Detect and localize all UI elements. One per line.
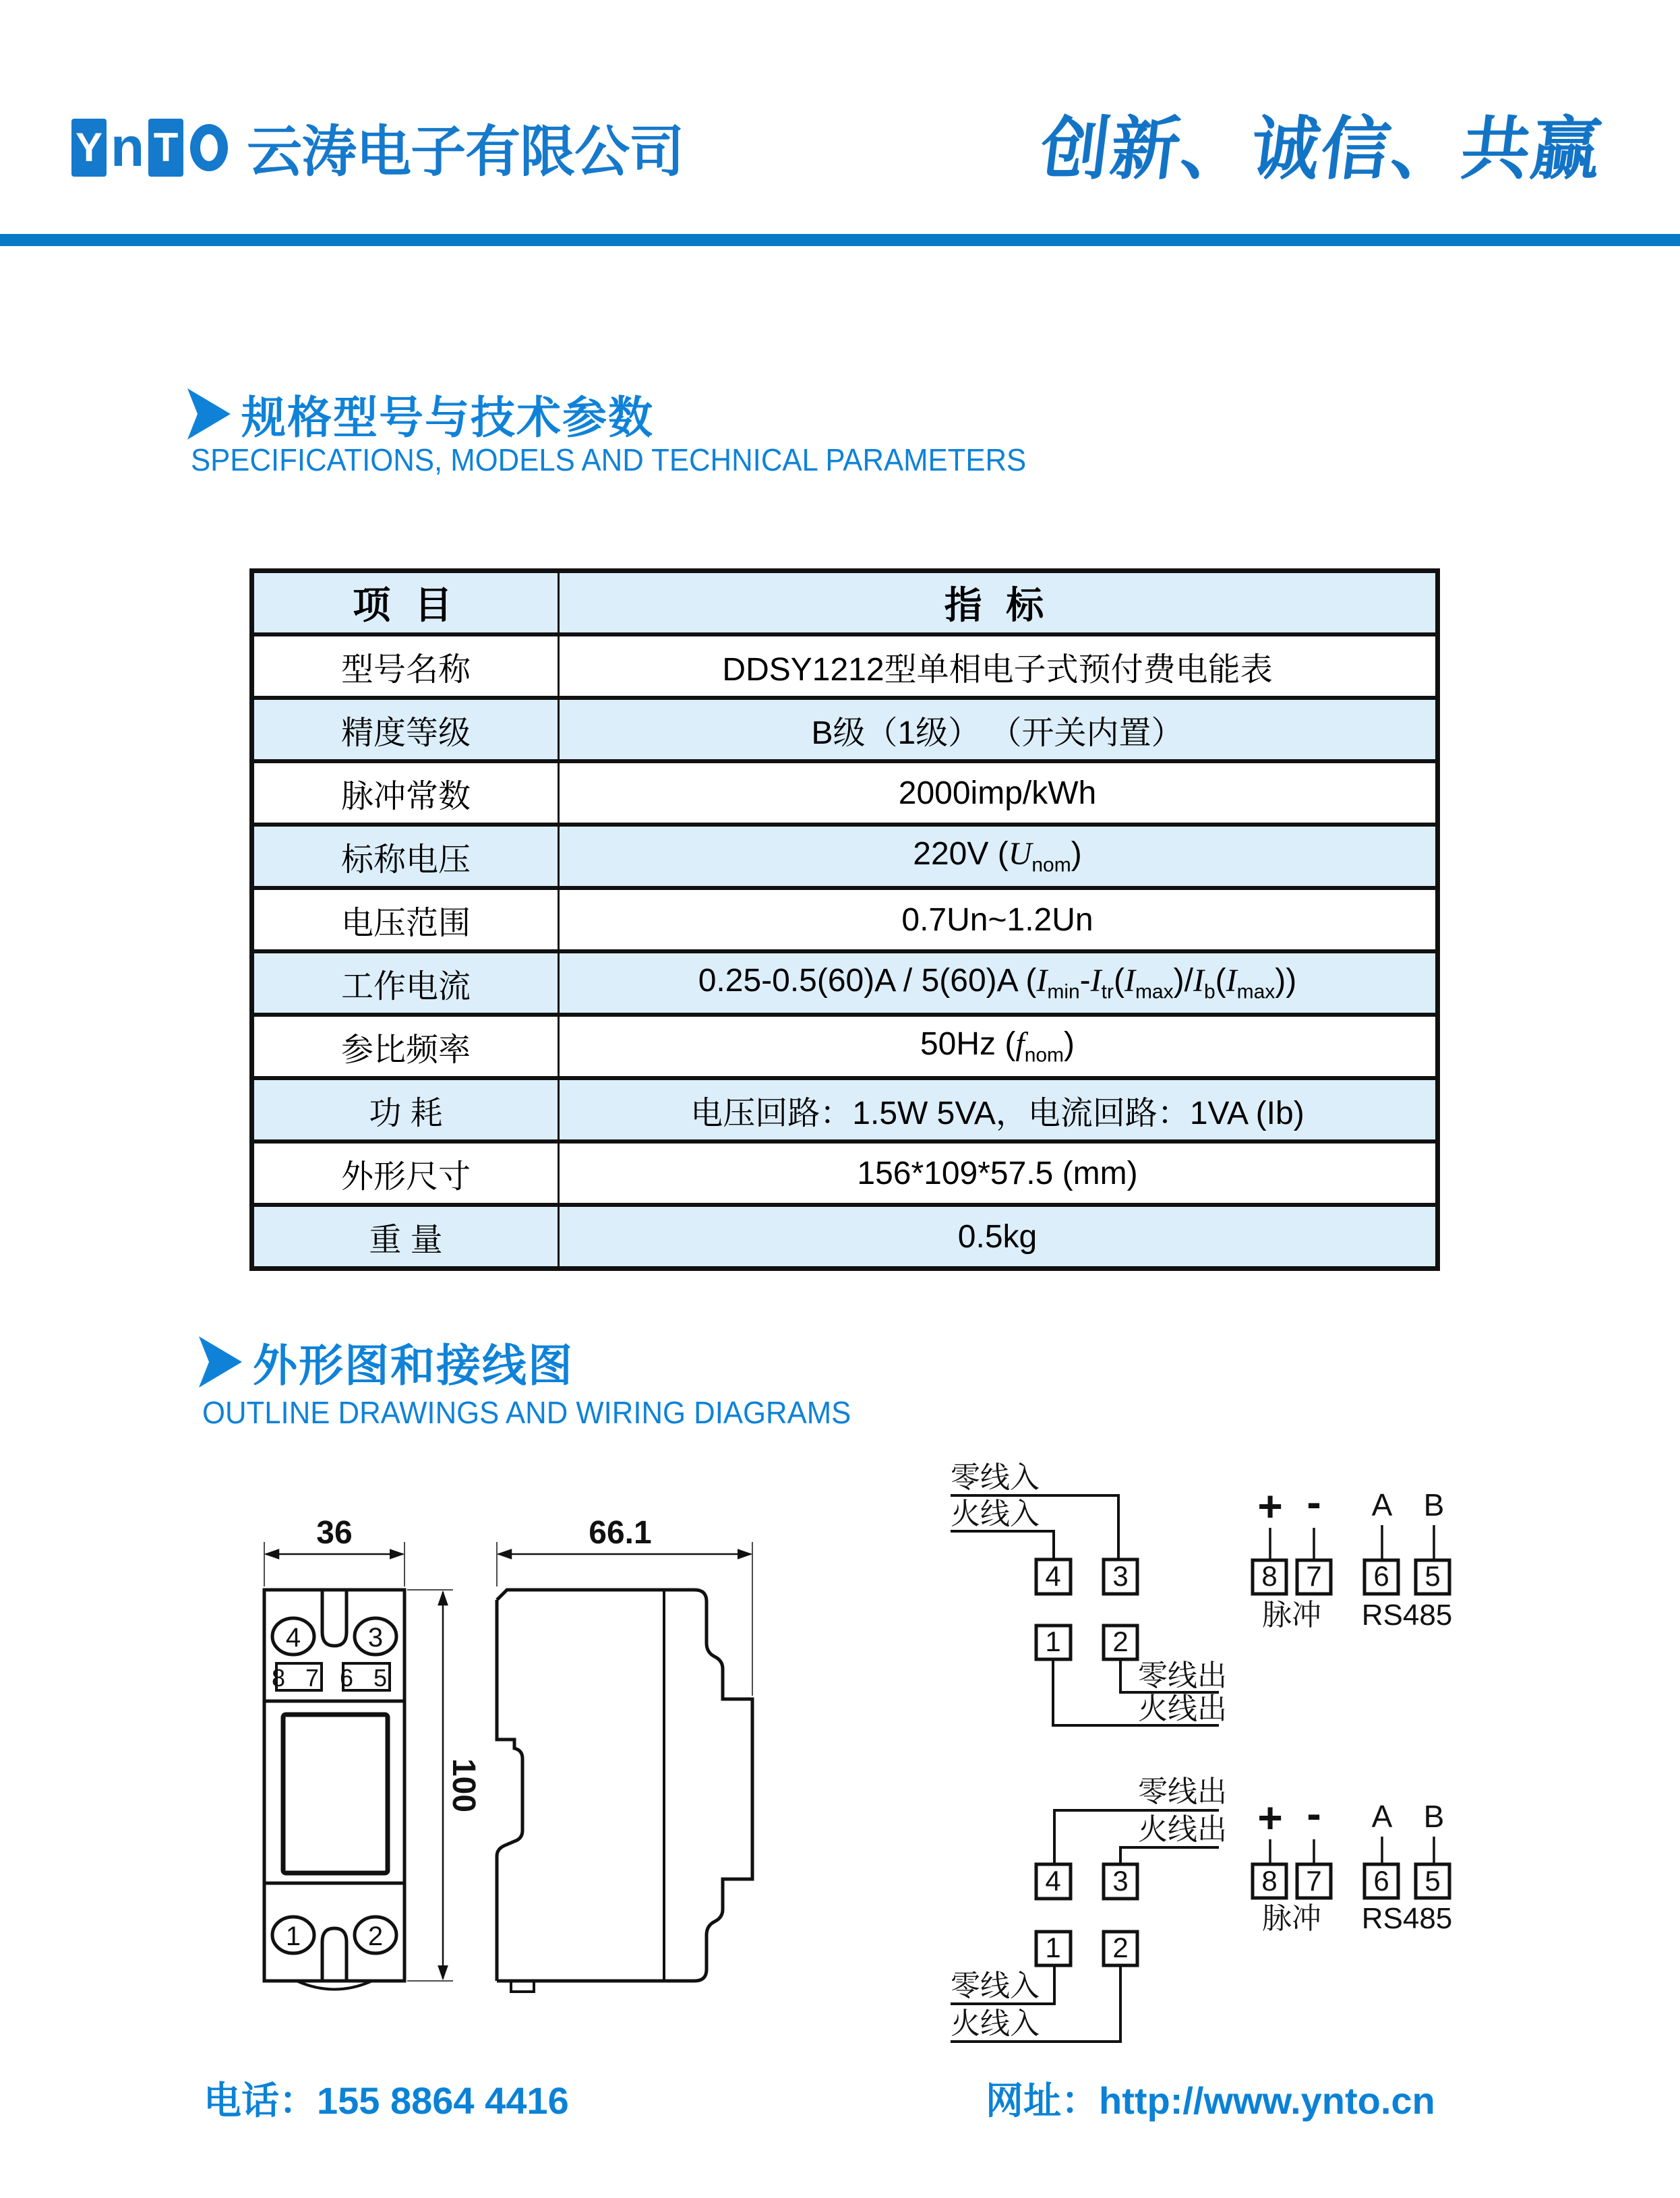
table-row [252,951,1438,1015]
section-drawings-header [199,1330,574,1394]
header-divider-line [0,234,1680,246]
label-live-in: 火线入 [951,1497,1040,1531]
terminal-label-3: 3 [367,1623,384,1653]
terminal-number: 5 [1424,1560,1441,1592]
label-rs485: RS485 [1361,1902,1453,1935]
label-live-out: 火线出 [1138,1813,1227,1846]
label-pulse: 脉冲 [1262,1599,1321,1632]
side-view-din-edge [497,1600,522,1981]
terminal-number: 5 [1424,1865,1441,1897]
logo-letter-y: Y [71,119,107,177]
dim-front-height: 100 [446,1758,481,1813]
company-logo [71,108,684,187]
table-row [252,888,1438,951]
row-item-label: 功 耗 [252,1078,559,1141]
terminal-label-4: 4 [285,1623,301,1653]
label-pulse-plus: + [1257,1482,1283,1531]
label-rs485-b: B [1423,1487,1445,1522]
label-neutral-out: 零线出 [1138,1659,1227,1692]
arrow-icon [187,388,231,440]
label-live-out: 火线出 [1138,1692,1227,1725]
terminal-number: 8 [1261,1865,1278,1897]
section-drawings-title-en: OUTLINE DRAWINGS AND WIRING DIAGRAMS [202,1395,851,1430]
row-item-value: 50Hz $(f_{nom})$ [559,1015,1438,1078]
label-neutral-in: 零线入 [951,1969,1040,2002]
label-pulse: 脉冲 [1262,1902,1321,1935]
section-drawings-title-zh: 外形图和接线图 [253,1340,574,1390]
terminal-label-65: 6 5 [339,1664,394,1692]
terminal-number: 2 [1112,1932,1129,1963]
terminal-number: 1 [1045,1932,1061,1963]
outline-drawing [216,1500,822,2046]
label-rs485: RS485 [1361,1599,1453,1632]
row-item-label: 脉冲常数 [252,761,559,825]
terminal-number: 6 [1373,1560,1389,1592]
row-item-label: 工作电流 [252,951,559,1015]
table-row [252,761,1438,825]
row-item-value: DDSY1212型单相电子式预付费电能表 [559,634,1438,698]
company-slogan: 创新、诚信、共赢 [1036,109,1607,189]
label-rs485-a: A [1371,1799,1393,1834]
row-item-label: 外形尺寸 [252,1141,559,1205]
row-item-value: 0.25-0.5(60)A / 5(60)A $(I_{min}-I_{tr}(I_{max})/I_b(I_{max}))$ [559,951,1438,1015]
wiring-diagrams [903,1443,1524,2050]
table-row [252,1141,1438,1205]
front-bottom-slot [322,1928,347,1981]
label-pulse-minus: - [1307,1789,1321,1838]
terminal-number: 1 [1045,1626,1061,1657]
row-item-label: 参比频率 [252,1015,559,1078]
table-row [252,1015,1438,1078]
table-row [252,1205,1438,1269]
table-row [252,1078,1438,1141]
dim-side-width: 66.1 [589,1515,652,1551]
row-item-value: 0.7Un~1.2Un [559,888,1438,951]
table-header-row [252,571,1438,635]
terminal-label-1: 1 [285,1922,301,1951]
col-header-value: 指 标 [559,571,1438,635]
row-item-label: 重 量 [252,1205,559,1269]
table-row [252,825,1438,888]
terminal-number: 7 [1306,1865,1322,1897]
label-rs485-b: B [1423,1799,1445,1834]
side-view-outline [497,1590,752,1981]
row-item-value: 220V $(U_{nom})$ [559,825,1438,888]
row-item-value: 0.5kg [559,1205,1438,1269]
section-specs-header [187,382,654,446]
footer-website: 网址：http://www.ynto.cn [986,2079,1435,2122]
front-top-slot [322,1590,347,1646]
table-row [252,698,1438,761]
terminal-number: 6 [1373,1865,1389,1897]
terminal-number: 3 [1112,1865,1129,1897]
terminal-number: 7 [1306,1560,1322,1592]
terminal-number: 4 [1045,1865,1061,1897]
row-item-value: 电压回路：1.5W 5VA，电流回路：1VA (Ib) [559,1078,1438,1141]
logo-letter-t: T [148,119,183,177]
row-item-value: B级（1级） （开关内置） [559,698,1438,761]
table-row [252,634,1438,698]
label-neutral-out: 零线出 [1138,1775,1227,1808]
terminal-number: 2 [1112,1626,1129,1657]
logo-ring-o-icon [190,124,228,171]
section-specs-title-en: SPECIFICATIONS, MODELS AND TECHNICAL PARAMETERS [191,442,1027,477]
row-item-label: 标称电压 [252,825,559,888]
terminal-number: 3 [1112,1560,1129,1592]
terminal-number: 4 [1045,1560,1061,1592]
row-item-label: 型号名称 [252,634,559,698]
row-item-label: 精度等级 [252,698,559,761]
row-item-value: 2000imp/kWh [559,761,1438,825]
label-neutral-in: 零线入 [951,1461,1040,1494]
logo-letter-n: n [111,116,145,178]
terminal-label-2: 2 [367,1922,384,1951]
terminal-label-87: 8 7 [271,1664,326,1692]
col-header-item: 项 目 [252,571,559,635]
label-pulse-plus: + [1257,1793,1283,1842]
spec-table [249,568,1440,1271]
row-item-value: 156*109*57.5 (mm) [559,1141,1438,1205]
terminal-number: 8 [1261,1560,1278,1592]
footer-phone: 电话：155 8864 4416 [204,2079,569,2122]
dim-front-width: 36 [316,1515,353,1551]
row-item-label: 电压范围 [252,888,559,951]
label-pulse-minus: - [1307,1478,1321,1526]
company-name: 云涛电子有限公司 [247,121,684,183]
display-window [283,1715,388,1873]
arrow-icon [199,1336,242,1388]
label-rs485-a: A [1371,1487,1393,1522]
label-live-in: 火线入 [951,2007,1040,2040]
section-specs-title-zh: 规格型号与技术参数 [241,392,654,442]
